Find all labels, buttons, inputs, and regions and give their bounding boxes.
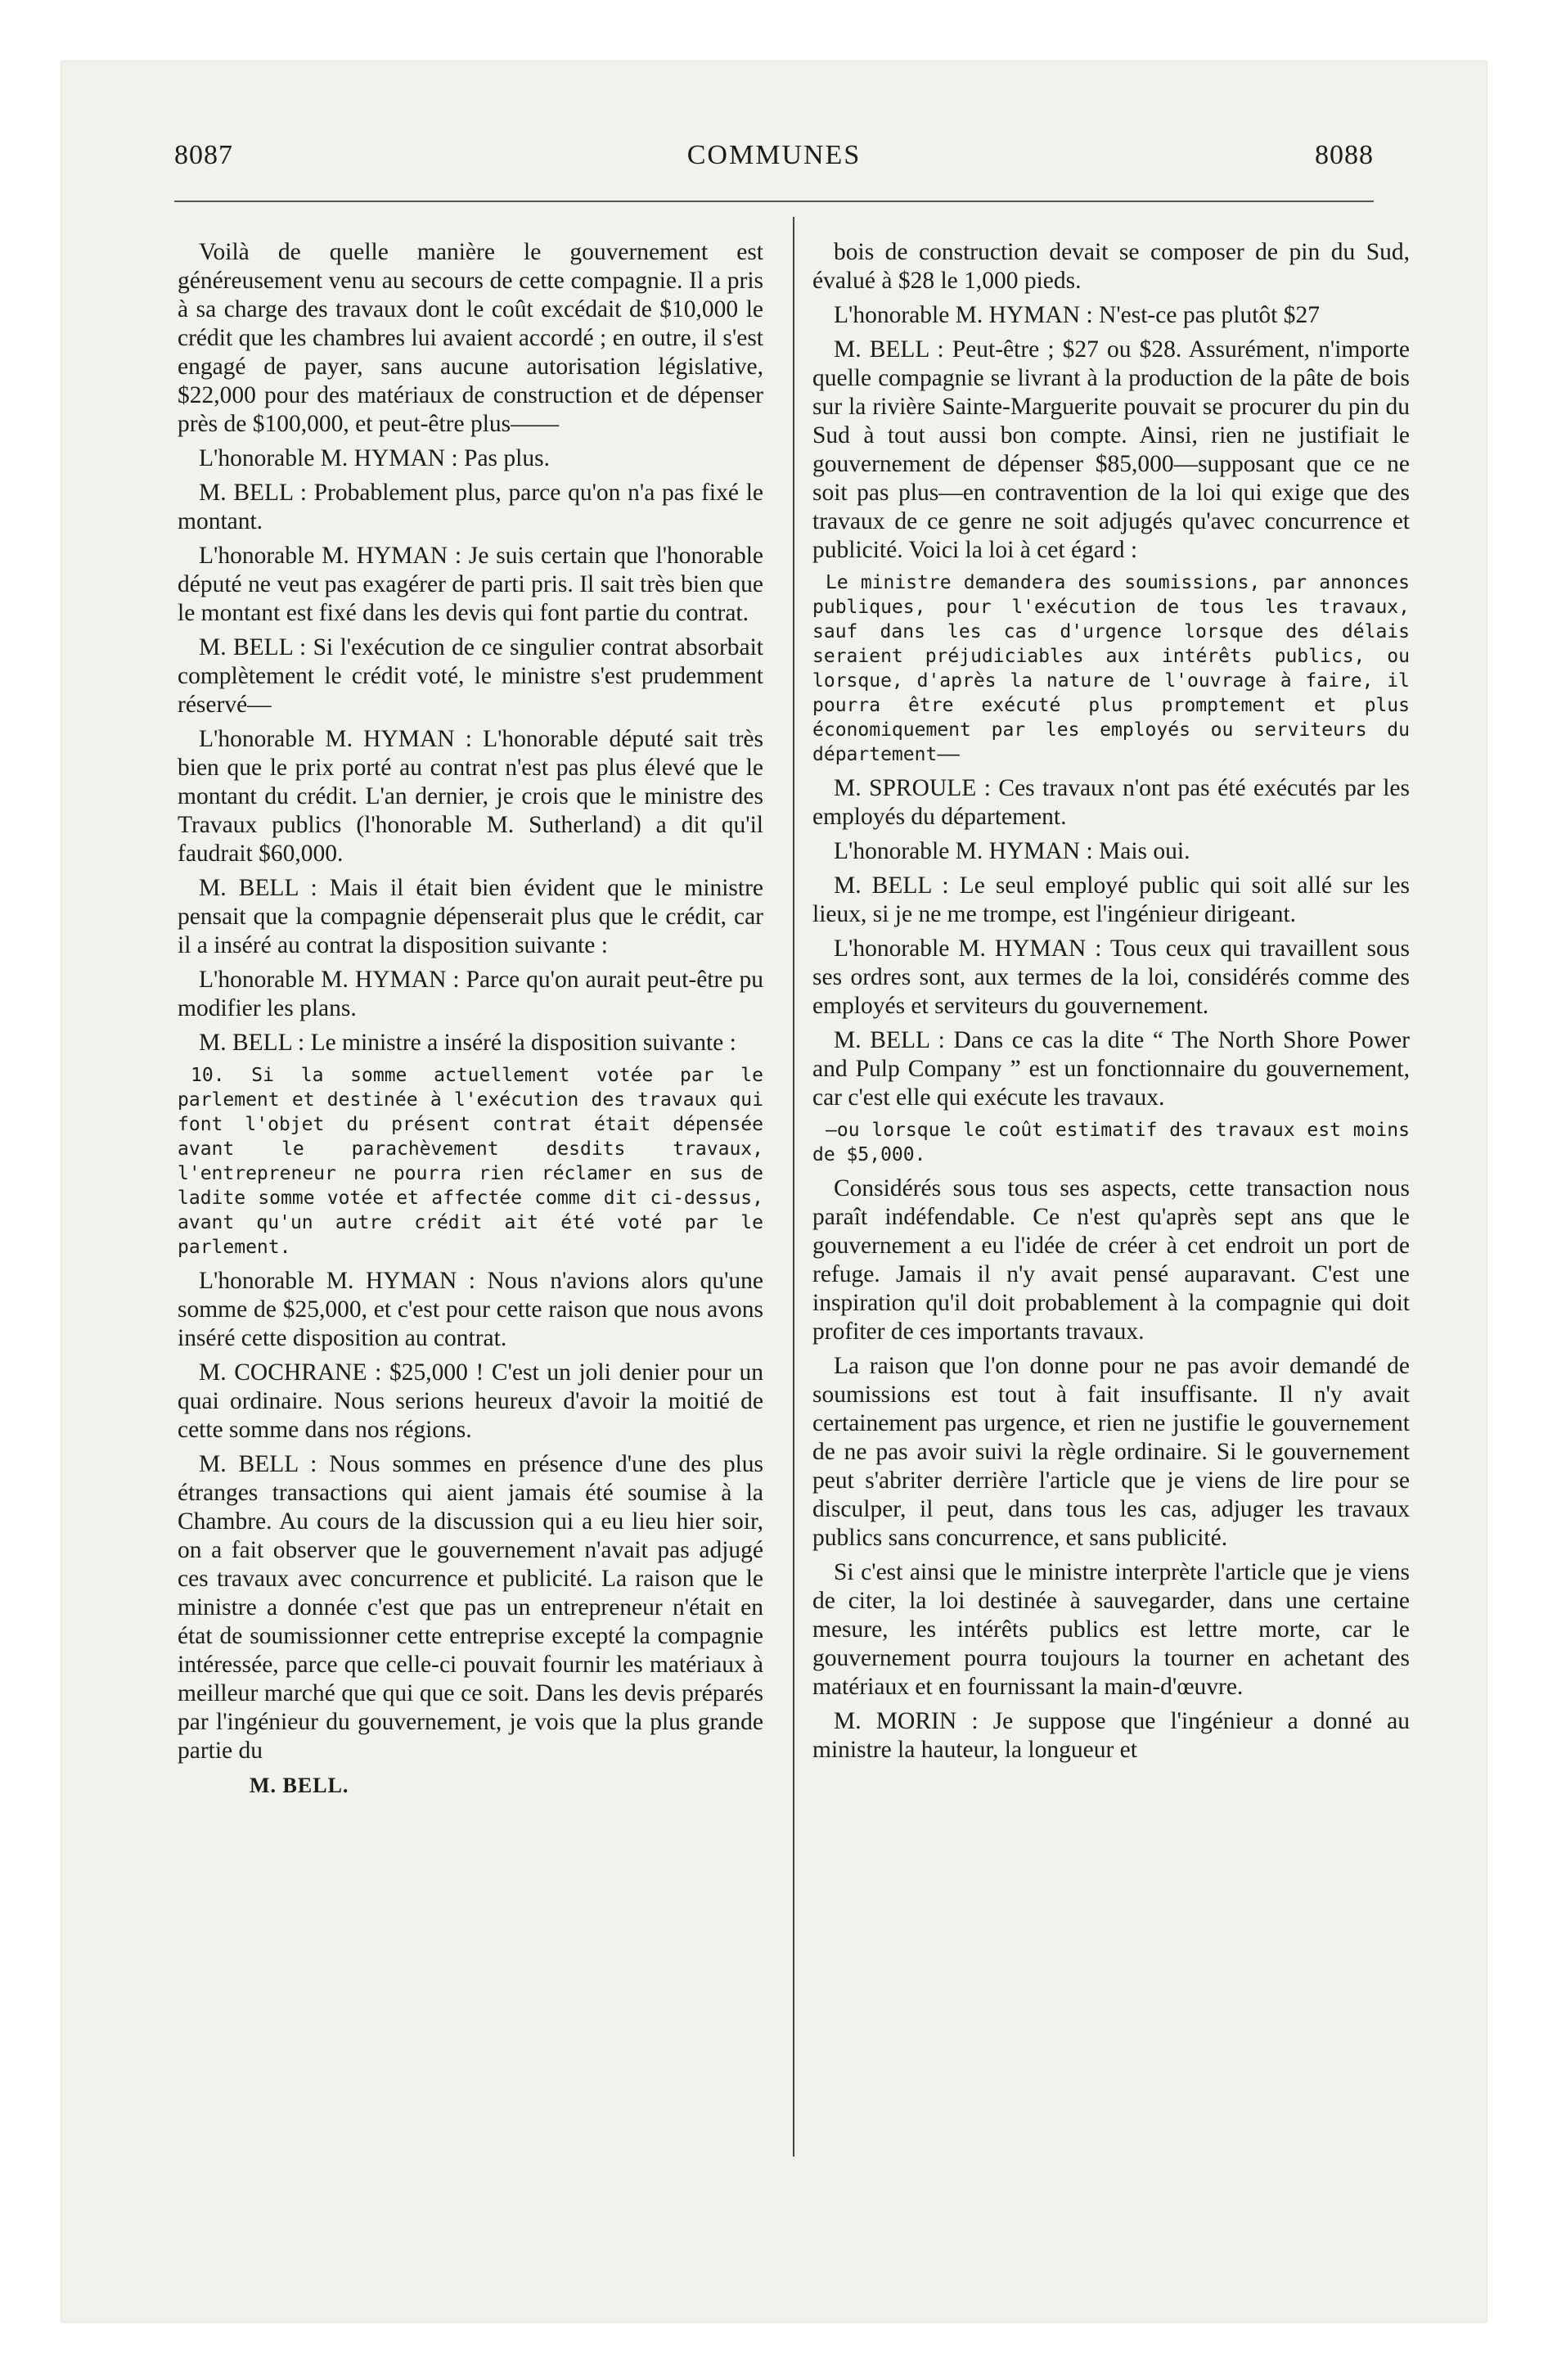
right-paragraph-1: L'honorable M. HYMAN : N'est-ce pas plutôt $27 [834, 302, 1320, 328]
left-paragraph-7: L'honorable M. HYMAN : Parce qu'on aurait peut-être pu modifier les plans. [178, 967, 763, 1021]
left-paragraph-9: 10. Si la somme actuellement votée par le parlement et destinée à l'exécution des travaux qui font l'objet du présent contrat était dépensée avant le parachèvement desdits travaux, l'entrepreneur ne pourra rien réclamer en sus de ladite somme votée et affectée comme dit ci-dessus, avant qu'un autre crédit ait été voté par le parlement. [178, 1065, 763, 1258]
left-paragraph-3: L'honorable M. HYMAN : Je suis certain que l'honorable député ne veut pas exagérer de parti pris. Il sait très bien que le montant est fixé dans les devis qui font partie du contrat. [178, 543, 763, 626]
left-paragraph-10: L'honorable M. HYMAN : Nous n'avions alors qu'une somme de $25,000, et c'est pour cette raison que nous avons inséré cette disposition au contrat. [178, 1268, 763, 1351]
left-paragraph-8: M. BELL : Le ministre a inséré la disposition suivante : [199, 1030, 736, 1056]
left-paragraph-4: M. BELL : Si l'exécution de ce singulier contrat absorbait complètement le crédit voté, le ministre s'est prudemment réservé— [178, 634, 763, 718]
left-paragraph-0: Voilà de quelle manière le gouvernement est généreusement venu au secours de cette compagnie. Il a pris à sa charge des travaux dont le coût excédait de $10,000 le crédit que les chambres lui avaient accordé ; en outre, il s'est engagé de payer, sans aucune autorisation législative, $22,000 pour des matériaux de construction et de dépenser près de $100,000, et peut-être plus—— [178, 239, 763, 437]
column-divider [793, 217, 794, 2157]
header-rule [174, 201, 1374, 202]
right-paragraph-5: L'honorable M. HYMAN : Mais oui. [834, 838, 1190, 864]
right-paragraph-10: Considérés sous tous ses aspects, cette transaction nous paraît indéfendable. Ce n'est qu'après sept ans que le gouvernement a eu l'idée de créer à cet endroit un port de refuge. Jamais il n'y avait pensé auparavant. C'est une inspiration qu'il doit probablement à la compagnie qui doit profiter de ces importants travaux. [812, 1175, 1410, 1345]
page-number-left: 8087 [174, 140, 233, 170]
right-paragraph-12: Si c'est ainsi que le ministre interprète l'article que je viens de citer, la loi destinée à sauvegarder, dans une certaine mesure, les intérêts publics est lettre morte, car le gouvernement pourra toujours la tourner en achetant des matériaux et en fournissant la main-d'œuvre. [812, 1559, 1410, 1700]
right-paragraph-7: L'honorable M. HYMAN : Tous ceux qui travaillent sous ses ordres sont, aux termes de la loi, considérés comme des employés et serviteurs du gouvernement. [812, 935, 1410, 1019]
left-paragraph-12: M. BELL : Nous sommes en présence d'une des plus étranges transactions qui aient jamais été soumise à la Chambre. Au cours de la discussion qui a eu lieu hier soir, on a fait observer que le gouvernement n'avait pas adjugé ces travaux avec concurrence et publicité. La raison que le ministre a donnée c'est que pas un entrepreneur n'était en état de soumissionner cette entreprise excepté la compagnie intéressée, parce que celle-ci pouvait fournir les matériaux à meilleur marché que qui que ce soit. Dans les devis préparés par l'ingénieur du gouvernement, je vois que la plus grande partie du [178, 1451, 763, 1764]
right-paragraph-13: M. MORIN : Je suppose que l'ingénieur a donné au ministre la hauteur, la longueur et [812, 1708, 1410, 1763]
right-paragraph-0: bois de construction devait se composer de pin du Sud, évalué à $28 le 1,000 pieds. [812, 239, 1410, 294]
right-paragraph-6: M. BELL : Le seul employé public qui soit allé sur les lieux, si je ne me trompe, est l'ingénieur dirigeant. [812, 872, 1410, 927]
right-paragraph-4: M. SPROULE : Ces travaux n'ont pas été exécutés par les employés du département. [812, 775, 1410, 830]
page-number-right: 8088 [1315, 140, 1374, 170]
page-header [174, 140, 1374, 189]
left-paragraph-1: L'honorable M. HYMAN : Pas plus. [199, 445, 550, 471]
right-paragraph-8: M. BELL : Dans ce cas la dite “ The North Shore Power and Pulp Company ” est un fonctionnaire du gouvernement, car c'est elle qui exécute les travaux. [812, 1027, 1410, 1111]
right-column [812, 238, 1410, 1770]
right-paragraph-3: Le ministre demandera des soumissions, par annonces publiques, pour l'exécution de tous les travaux, sauf dans les cas d'urgence lorsque des délais seraient préjudiciables aux intérêts publics, ou lorsque, d'après la nature de l'ouvrage à faire, il pourra être exécuté plus promptement et plus économiquement par les employés ou serviteurs du département—— [812, 572, 1410, 765]
right-paragraph-11: La raison que l'on donne pour ne pas avoir demandé de soumissions est tout à fait insuffisante. Il n'y avait certainement pas urgence, et rien ne justifie le gouvernement de ne pas avoir suivi la règle ordinaire. Si le gouvernement peut s'abriter derrière l'article que je viens de lire pour se disculper, il peut, dans tous les cas, adjuger les travaux publics sans concurrence, et sans publicité. [812, 1353, 1410, 1551]
page-sheet [61, 61, 1487, 2323]
right-paragraph-2: M. BELL : Peut-être ; $27 ou $28. Assurément, n'importe quelle compagnie se livrant à la production de la pâte de bois sur la rivière Sainte-Marguerite pouvait se procurer du pin du Sud à tout aussi bon compte. Ainsi, rien ne justifiait le gouvernement de dépenser $85,000—supposant que ce ne soit pas plus—en contravention de la loi qui exige que des travaux de ce genre ne soit adjugés qu'avec concurrence et publicité. Voici la loi à cet égard : [812, 336, 1410, 563]
right-paragraph-9: —ou lorsque le coût estimatif des travaux est moins de $5,000. [812, 1120, 1410, 1165]
left-paragraph-5: L'honorable M. HYMAN : L'honorable député sait très bien que le prix porté au contrat n'est pas plus élevé que le montant du crédit. L'an dernier, je crois que le ministre des Travaux publics (l'honorable M. Sutherland) a dit qu'il faudrait $60,000. [178, 726, 763, 867]
left-paragraph-11: M. COCHRANE : $25,000 ! C'est un joli denier pour un quai ordinaire. Nous serions heureux d'avoir la moitié de cette somme dans nos régions. [178, 1359, 763, 1443]
left-column [178, 238, 763, 1805]
left-paragraph-2: M. BELL : Probablement plus, parce qu'on n'a pas fixé le montant. [178, 480, 763, 534]
left-paragraph-13: M. BELL. [250, 1774, 349, 1797]
page-title: COMMUNES [686, 140, 862, 170]
left-paragraph-6: M. BELL : Mais il était bien évident que le ministre pensait que la compagnie dépenserait plus que le crédit, car il a inséré au contrat la disposition suivante : [178, 875, 763, 958]
